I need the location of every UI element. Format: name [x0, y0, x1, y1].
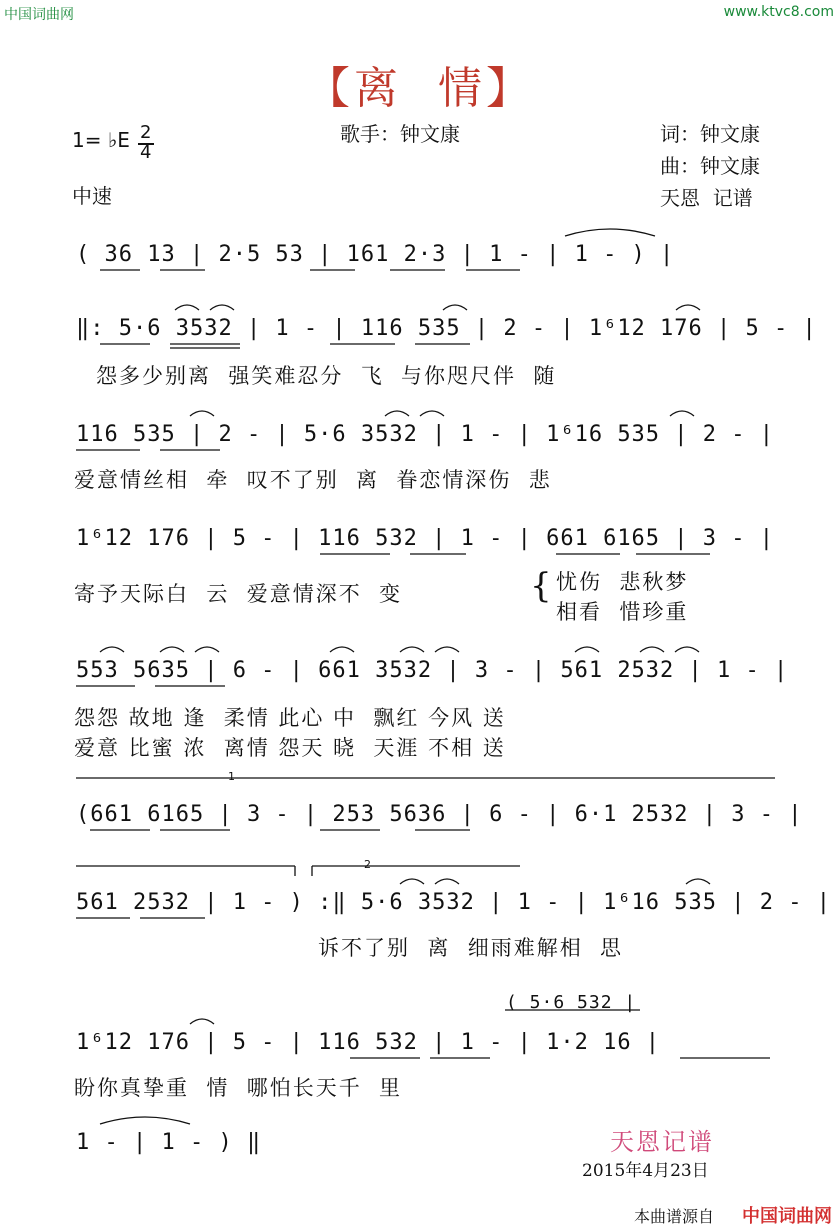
volta-1-label: 1: [228, 770, 235, 783]
slur-mark: [210, 305, 234, 310]
lyric-line-3: 爱意情丝相 牵 叹不了别 离 眷恋情深伤 悲: [74, 468, 552, 492]
lyric-line-5-verse-1: 怨怨 故地 逢 柔情 此心 中 飘红 今风 送: [74, 706, 506, 730]
composer-credit: 曲：钟文康: [660, 154, 760, 178]
slur-mark: [676, 305, 700, 310]
transcriber-credit: 天恩 记谱: [660, 186, 753, 210]
melody-line-6: (661 6165 | 3 - | 253 5636 | 6 - | 6·1 2532 | 3 - |: [76, 802, 803, 827]
slur-mark: [640, 647, 664, 652]
source-site: 中国词曲网: [742, 1206, 832, 1227]
lyric-line-8: 盼你真挚重 情 哪怕长天千 里: [74, 1076, 403, 1100]
melody-line-9: 1 - | 1 - ) ‖: [76, 1130, 262, 1155]
lyricist-credit: 词：钟文康: [660, 122, 760, 146]
ossia-melody: ( 5·6 532 |: [506, 992, 637, 1013]
watermark-right: www.ktvc8.com: [723, 4, 834, 20]
time-signature-bottom: 4: [140, 142, 152, 163]
melody-line-7: 561 2532 | 1 - ) :‖ 5·6 3532 | 1 - | 1⁶16 535 | 2 - |: [76, 890, 831, 915]
slur-mark: [435, 879, 459, 884]
source-label: 本曲谱源自: [634, 1207, 715, 1226]
tie-mark: [565, 229, 655, 236]
slur-mark: [675, 647, 699, 652]
tempo-marking: 中速: [72, 184, 112, 208]
slur-mark: [175, 305, 199, 310]
slur-mark: [686, 879, 710, 884]
melody-line-2: ‖: 5·6 3532 | 1 - | 116 535 | 2 - | 1⁶12 176 | 5 - |: [76, 316, 817, 341]
watermark-left: 中国词曲网: [4, 7, 74, 23]
slur-mark: [330, 647, 354, 652]
lyric-line-4-verse-1: 忧伤 悲秋梦: [556, 570, 689, 594]
lyric-line-2: 怨多少别离 强笑难忍分 飞 与你咫尺伴 随: [96, 364, 557, 388]
slur-mark: [400, 879, 424, 884]
melody-line-4: 1⁶12 176 | 5 - | 116 532 | 1 - | 661 6165 | 3 - |: [76, 526, 775, 551]
slur-mark: [160, 647, 184, 652]
time-signature-top: 2: [140, 122, 152, 143]
singer-credit: 歌手：钟文康: [340, 122, 460, 146]
slur-mark: [385, 411, 409, 416]
melody-line-5: 553 5635 | 6 - | 661 3532 | 3 - | 561 2532 | 1 - |: [76, 658, 789, 683]
slur-mark: [443, 305, 467, 310]
slur-mark: [190, 411, 214, 416]
transcription-date: 2015年4月23日: [582, 1161, 709, 1181]
verse-brace: {: [530, 566, 552, 606]
slur-mark: [575, 647, 599, 652]
song-title: 【离 情】: [306, 63, 534, 114]
lyric-line-4-verse-2: 相看 惜珍重: [556, 600, 689, 624]
slur-mark: [100, 647, 124, 652]
lyric-line-7: 诉不了别 离 细雨难解相 思: [318, 936, 624, 960]
tie-mark: [100, 1117, 190, 1124]
lyric-line-5-verse-2: 爱意 比蜜 浓 离情 怨天 晓 天涯 不相 送: [74, 736, 506, 760]
slur-mark: [190, 1019, 214, 1024]
slur-mark: [670, 411, 694, 416]
melody-line-1: ( 36 13 | 2·5 53 | 161 2·3 | 1 - | 1 - ) |: [76, 242, 675, 267]
melody-line-3: 116 535 | 2 - | 5·6 3532 | 1 - | 1⁶16 535 | 2 - |: [76, 422, 775, 447]
transcriber-stamp: 天恩记谱: [610, 1128, 714, 1156]
volta-2-label: 2: [364, 858, 371, 871]
melody-line-8: 1⁶12 176 | 5 - | 116 532 | 1 - | 1·2 16 |: [76, 1030, 661, 1055]
lyric-line-4: 寄予天际白 云 爱意情深不 变: [74, 582, 403, 606]
key-signature: 1= ♭E: [72, 128, 130, 152]
slur-mark: [435, 647, 459, 652]
slur-mark: [195, 647, 219, 652]
slur-mark: [420, 411, 444, 416]
slur-mark: [400, 647, 424, 652]
